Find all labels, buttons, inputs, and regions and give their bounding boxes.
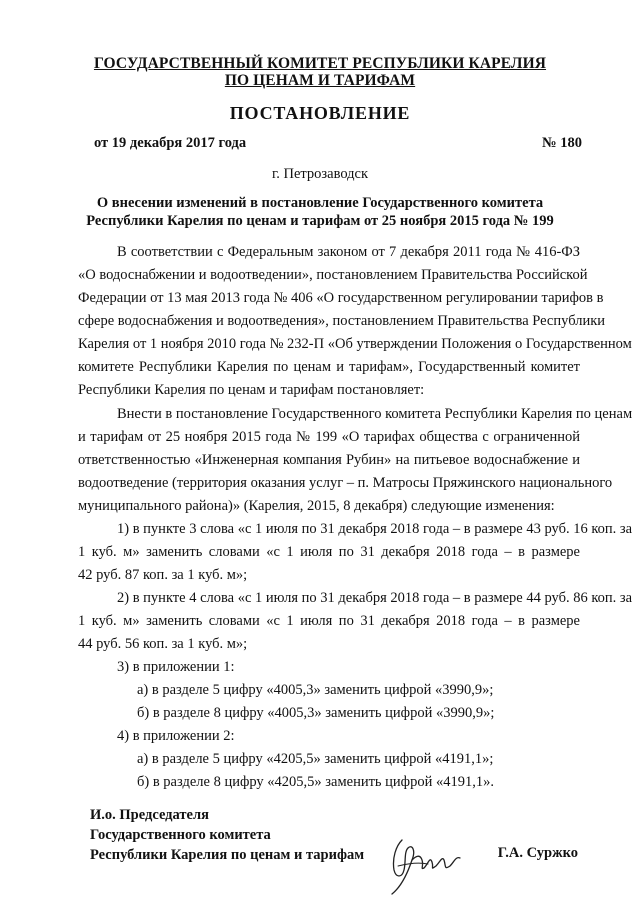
signatory-title-line3: Республики Карелия по ценам и тарифам [90,847,365,863]
item4-heading: 4) в приложении 2: [117,728,235,744]
para2-line: муниципального района)» (Карелия, 2015, 8 декабря) следующие изменения: [78,498,555,514]
signatory-name: Г.А. Суржко [497,845,578,861]
para1-line: Федерации от 13 мая 2013 года № 406 «О государственном регулировании тарифов в [78,290,604,306]
item1-line: 42 руб. 87 коп. за 1 куб. м»; [78,567,248,583]
subject-line2: Республики Карелия по ценам и тарифам от 25 ноября 2015 года № 199 [86,213,554,229]
para2-line: водоотведение (территория оказания услуг – п. Матросы Пряжинского национального [78,475,613,491]
org-name-line2: ПО ЦЕНАМ И ТАРИФАМ [224,72,416,89]
para1-line: Республики Карелия по ценам и тарифам постановляет: [78,382,425,398]
org-name-line1: ГОСУДАРСТВЕННЫЙ КОМИТЕТ РЕСПУБЛИКИ КАРЕЛИЯ [93,55,547,72]
item3b: б) в разделе 8 цифру «4005,3» заменить цифрой «3990,9»; [137,705,495,721]
item4a: а) в разделе 5 цифру «4205,5» заменить цифрой «4191,1»; [137,751,494,767]
item3-heading: 3) в приложении 1: [117,659,235,675]
item1-line: 1) в пункте 3 слова «с 1 июля по 31 декабря 2018 года – в размере 43 руб. 16 коп. за [117,521,633,537]
item3a: а) в разделе 5 цифру «4005,3» заменить цифрой «3990,9»; [137,682,494,698]
para2-line: и тарифам от 25 ноября 2015 года № 199 «О тарифах общества с ограниченной [78,429,580,445]
signatory-title-line1: И.о. Председателя [90,807,209,823]
para1-line: сфере водоснабжения и водоотведения», постановлением Правительства Республики [78,313,606,329]
item2-line: 44 руб. 56 коп. за 1 куб. м»; [78,636,248,652]
signatory-title-line2: Государственного комитета [90,827,271,843]
para1-line: Карелия от 1 ноября 2010 года № 232-П «Об утверждении Положения о Государственном [78,336,632,352]
item2-line: 1 куб. м» заменить словами «с 1 июля по 31 декабря 2018 года – в размере [78,613,580,629]
subject-line1: О внесении изменений в постановление Государственного комитета [96,195,544,211]
item1-line: 1 куб. м» заменить словами «с 1 июля по 31 декабря 2018 года – в размере [78,544,580,560]
para1-line: В соответствии с Федеральным законом от 7 декабря 2011 года № 416-ФЗ [117,244,580,260]
document-type-title: ПОСТАНОВЛЕНИЕ [229,103,411,123]
document-date: от 19 декабря 2017 года [94,135,247,151]
item2-line: 2) в пункте 4 слова «с 1 июля по 31 декабря 2018 года – в размере 44 руб. 86 коп. за [117,590,633,606]
para1-line: комитете Республики Карелия по ценам и тарифам», Государственный комитет [78,359,580,375]
para1-line: «О водоснабжении и водоотведении», постановлением Правительства Российской [78,267,588,283]
para2-line: ответственностью «Инженерная компания Рубин» на питьевое водоснабжение и [78,452,580,468]
handwritten-signature [368,826,468,898]
document-city: г. Петрозаводск [271,166,369,182]
item4b: б) в разделе 8 цифру «4205,5» заменить цифрой «4191,1». [137,774,494,790]
signatory-title [90,805,364,865]
para2-line: Внести в постановление Государственного комитета Республики Карелия по ценам [117,406,633,422]
document-number: № 180 [542,135,582,151]
